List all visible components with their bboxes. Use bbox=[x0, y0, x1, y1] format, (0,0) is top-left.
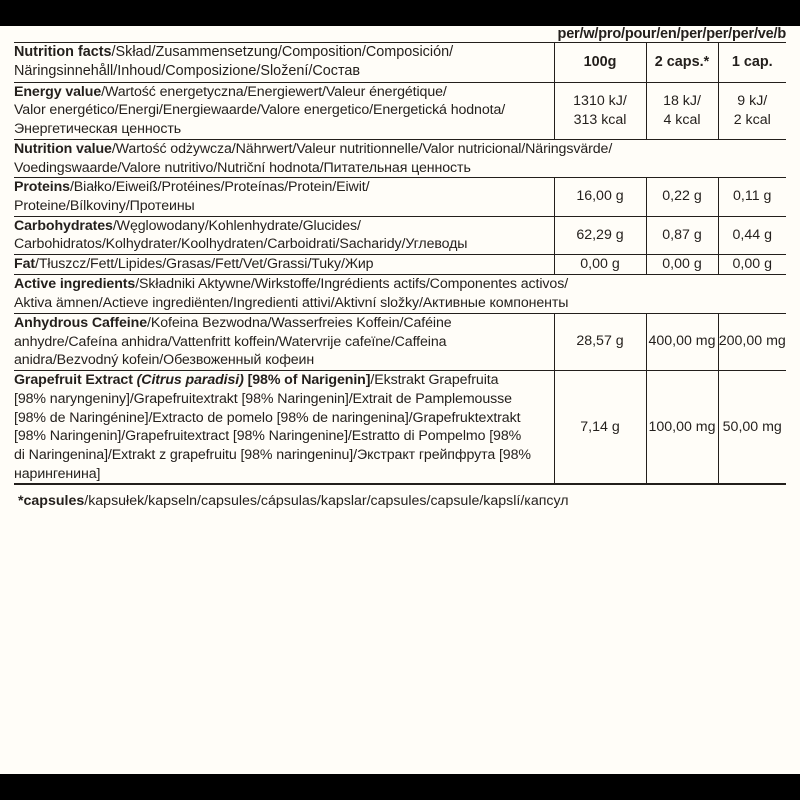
title-cell bbox=[14, 43, 554, 83]
row-label-carbohydrates: Carbohydrates/Węglowodany/Kohlenhydrate/Glucides/ Carbohidratos/Kolhydrater/Koolhydraten/Carboidrati/Sacharidy/Углеводы bbox=[14, 216, 554, 254]
nutrition-facts-panel bbox=[0, 26, 800, 774]
per-header-row bbox=[14, 26, 786, 43]
table-row-energy-value bbox=[14, 82, 786, 139]
row-label-anhydrous-caffeine: Anhydrous Caffeine/Kofeina Bezwodna/Wasserfreies Koffein/Caféine anhydre/Cafeína anhidra/Vattenfritt koffein/Watervrije cafeïne/Caffeina anidra/Bezvodný kofein/Обезвоженный кофеин bbox=[14, 313, 554, 370]
title-row bbox=[14, 43, 786, 83]
section-heading-nutrition-value-text: Nutrition value/Wartość odżywcza/Nährwert/Valeur nutritionnelle/Valor nutricional/Näringsvärde/ Voedingswaarde/Valore nutritivo/Nutriční hodnota/Питательная ценность bbox=[14, 139, 786, 177]
per-header-label: per/w/pro/pour/en/per/per/per/ve/b bbox=[557, 26, 787, 42]
nutrition-facts-inner bbox=[0, 26, 800, 511]
section-heading-active-ingredients-text: Active ingredients/Składniki Aktywne/Wirkstoffe/Ingrédients actifs/Componentes activos/ Aktiva ämnen/Actieve ingrediënten/Ingredienti attivi/Aktivní složky/Активные компоненты bbox=[14, 275, 786, 313]
row-value-1cap-energy: 9 kJ/ 2 kcal bbox=[718, 82, 786, 139]
row-name-bold: Energy value bbox=[14, 83, 102, 100]
row-name-line2: Valor energético/Energi/Energiewaarde/Valore energetico/Energetická hodnota/ bbox=[14, 102, 506, 119]
title-rest: /Skład/Zusammensetzung/Composition/Composición/ bbox=[111, 44, 454, 60]
footnote-bold: *capsules bbox=[18, 493, 85, 510]
row-label-grapefruit-extract: Grapefruit Extract (Citrus paradisi) [98% of Narigenin]/Ekstrakt Grapefruita [98% naryngeniny]/Grapefruitextrakt [98% Naringenin]/Extrait de Pamplemousse [98% de Naringénine]/Extracto de pomelo [98% de naringenina]/Grapefruktextrakt [98% Naringenin]/Grapefruitextract [98% Naringenine]/Estratto di Pompelmo [98% di Naringenina]/Extrakt z grapefruitu [98% naringeninu]/Экстракт грейпфрута [98% нарингенина] bbox=[14, 372, 531, 482]
nutrition-facts-table bbox=[14, 26, 786, 483]
row-value-100g-caffeine: 28,57 g bbox=[554, 313, 646, 370]
row-name-rest: /Wartość energetyczna/Energiewert/Valeur énergétique/ bbox=[101, 83, 447, 100]
row-value-2caps-fat: 0,00 g bbox=[646, 255, 718, 275]
row-value-2caps-proteins: 0,22 g bbox=[646, 178, 718, 216]
table-row-carbohydrates bbox=[14, 216, 786, 254]
row-value-100g-fat: 0,00 g bbox=[554, 255, 646, 275]
footnote-rest: /kapsułek/kapseln/capsules/cápsulas/kapslar/capsules/capsule/kapslí/капсул bbox=[84, 493, 569, 510]
row-value-2caps-carbohydrates: 0,87 g bbox=[646, 216, 718, 254]
table-row-anhydrous-caffeine bbox=[14, 313, 786, 370]
table-row-fat bbox=[14, 255, 786, 275]
table-row-proteins bbox=[14, 178, 786, 216]
column-header-1cap: 1 cap. bbox=[718, 43, 786, 83]
table-row-grapefruit-extract bbox=[14, 371, 786, 484]
row-label-proteins: Proteins/Białko/Eiweiß/Protéines/Proteínas/Protein/Eiwit/ Proteine/Bílkoviny/Протеины bbox=[14, 178, 554, 216]
title-bold: Nutrition facts bbox=[14, 44, 112, 60]
row-name-line3: Энергетическая ценность bbox=[14, 121, 182, 138]
section-heading-active-ingredients bbox=[14, 275, 786, 313]
row-label-fat: Fat/Tłuszcz/Fett/Lipides/Grasas/Fett/Vet/Grassi/Tuky/Жир bbox=[14, 255, 554, 275]
row-value-100g-carbohydrates: 62,29 g bbox=[554, 216, 646, 254]
row-value-1cap-grapefruit: 50,00 mg bbox=[718, 371, 786, 484]
section-heading-nutrition-value bbox=[14, 139, 786, 177]
title-line2: Näringsinnehåll/Inhoud/Composizione/Složení/Состав bbox=[14, 63, 361, 80]
row-value-1cap-proteins: 0,11 g bbox=[718, 178, 786, 216]
row-value-2caps-grapefruit: 100,00 mg bbox=[646, 371, 718, 484]
row-value-1cap-fat: 0,00 g bbox=[718, 255, 786, 275]
column-header-100g: 100g bbox=[554, 43, 646, 83]
row-value-100g-proteins: 16,00 g bbox=[554, 178, 646, 216]
row-value-2caps-caffeine: 400,00 mg bbox=[646, 313, 718, 370]
row-value-1cap-caffeine: 200,00 mg bbox=[718, 313, 786, 370]
row-value-2caps-energy: 18 kJ/ 4 kcal bbox=[646, 82, 718, 139]
footnote-capsules bbox=[14, 483, 786, 510]
column-header-2caps: 2 caps.* bbox=[646, 43, 718, 83]
row-label-energy-value bbox=[14, 82, 554, 139]
row-value-100g-grapefruit: 7,14 g bbox=[554, 371, 646, 484]
row-value-1cap-carbohydrates: 0,44 g bbox=[718, 216, 786, 254]
row-value-100g-energy: 1310 kJ/ 313 kcal bbox=[554, 82, 646, 139]
